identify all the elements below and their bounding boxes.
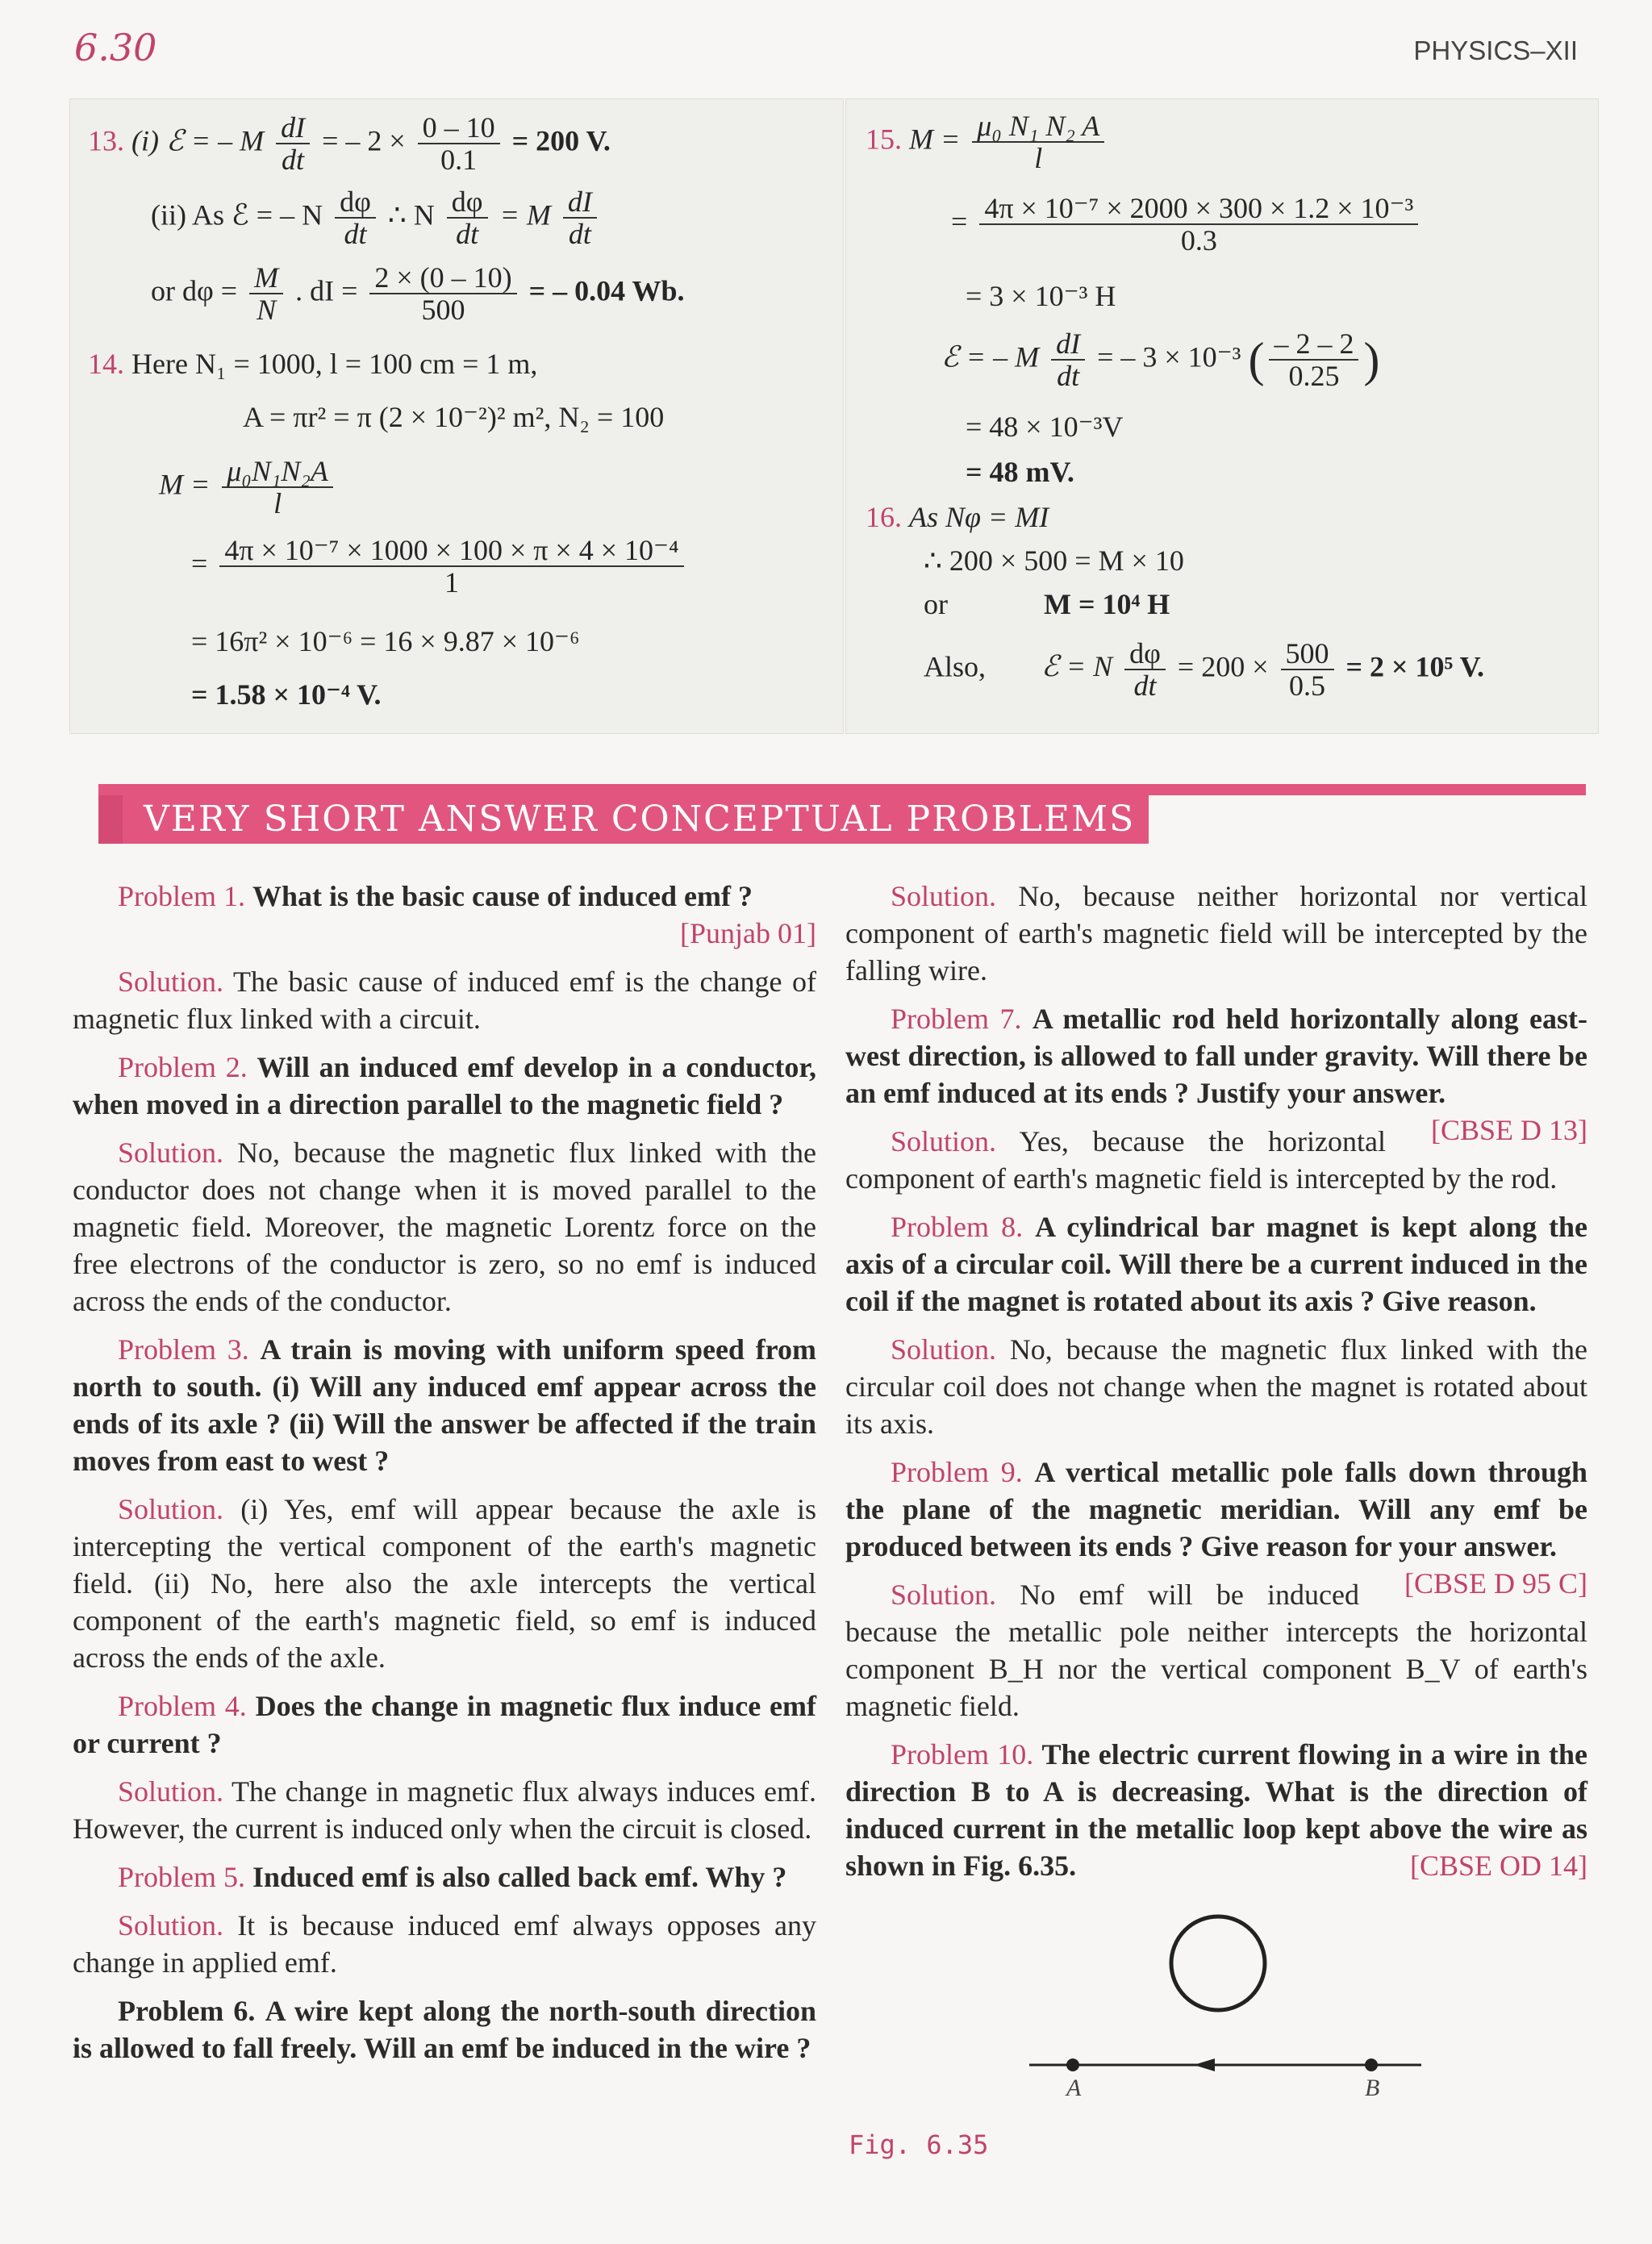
solution-3: Solution. (i) Yes, emf will appear because the axle is intercepting the vertical component of the earth's magnetic field. (ii) No, here also the axle intercepts the vertical component of the earth's magnetic field, so emf is induced across the ends of the axle. [73,1493,817,1674]
problem-5: Problem 5. Induced emf is also called back emf. Why ? [118,1861,787,1893]
answer-14-line-3: M = $\frac{\text{μ₀N₁N₂A}}{l}$ [159,456,338,519]
point-a-dot [1066,2058,1079,2071]
answer-14-line-5: = 16π² × 10⁻⁶ = 16 × 9.87 × 10⁻⁶ [191,625,580,657]
problem-1: Problem 1. What is the basic cause of induced emf ? [Punjab 01] [118,880,816,949]
banner-tab [98,795,123,844]
section-banner [98,784,1586,852]
problem-4: Problem 4. Does the change in magnetic flux induce emf or current ? [73,1690,817,1759]
problem-6: Problem 6. A wire kept along the north-south direction is allowed to fall freely. Will an emf be induced in the wire ? [73,1995,816,2064]
answer-13-line-2: (ii) As ℰ = – N $\frac{d\varphi}{dt}$ ∴ N $\frac{d\varphi}{dt}$ = M $\frac{dI}{dt}$ [151,186,602,249]
problem-10: Problem 10. The electric current flowing in a wire in the direction B to A is decreasing. What is the direction of induced current in the metallic loop kept above the wire as shown in Fig. 6.35. [CBSE OD 14] [845,1738,1588,1882]
problem-9: Problem 9. A vertical metallic pole falls down through the plane of the magnetic meridian. Will any emf be produced between its ends ? Give reason for your answer. [CBSE D 95 C] [845,1456,1587,1600]
answers-box-left [69,98,844,734]
solution-5: Solution. It is because induced emf always opposes any change in applied emf. [73,1909,817,1979]
answer-14-line-4: = $\frac{\text{4π × 10⁻⁷ × 1000 × 100 × π × 4 × 10⁻⁴}}{1}$ [191,535,689,598]
point-a-label: A [1066,2075,1082,2101]
answer-16-line-4: Also, ℰ = N $\frac{d\varphi}{dt}$ = 200 × $\frac{500}{0.5}$ = 2 × 10⁵ V. [924,637,1485,702]
figure-6-35 [1024,1913,1428,2107]
problem-7: Problem 7. A metallic rod held horizontally along east-west direction, is allowed to fall under gravity. Will there be an emf induced at its ends ? Justify your answer. [CBSE D 13] [845,1003,1587,1146]
problems-column-right [845,878,1587,1896]
solution-7: Solution. Yes, because the horizontal component of earth's magnetic field is intercepted by the rod. [845,1125,1558,1195]
answer-15-line-5: = 48 × 10⁻³V [966,411,1124,443]
answer-16-line-3: or M = 10⁴ H [924,588,1170,620]
problems-column-left [73,878,816,2078]
metallic-loop [1171,1917,1265,2010]
problem-2: Problem 2. Will an induced emf develop in a conductor, when moved in a direction parallel to the magnetic field ? [73,1051,817,1120]
answer-15-line-1: 15. M = $\frac{\text{μ₀ N₁ N₂ A}}{l}$ [866,111,1109,173]
solution-4: Solution. The change in magnetic flux always induces emf. However, the current is induced only when the circuit is closed. [73,1775,816,1845]
answer-13-line-1: 13. (i) ℰ = – M $\frac{dI}{dt}$ = – 2 × $\frac{0 - 10}{0.1}$ = 200 V. [88,111,611,176]
figure-caption: Fig. 6.35 [849,2129,989,2160]
answer-14-line-6: = 1.58 × 10⁻⁴ V. [191,678,382,711]
answer-15-line-3: = 3 × 10⁻³ H [966,280,1116,312]
solution-6: Solution. No, because neither horizontal nor vertical component of earth's magnetic field will be intercepted by the falling wire. [845,880,1587,986]
answer-14-line-2: A = πr² = π (2 × 10⁻²)² m², N₂ = 100 [243,401,665,433]
page-number: 6.30 [74,26,157,69]
solution-2: Solution. No, because the magnetic flux linked with the conductor does not change when it is moved parallel to the magnetic field. Moreover, the magnetic Lorentz force on the free electrons of the conductor is zero, so no emf is induced across the ends of the conductor. [73,1137,816,1317]
answer-13-line-3: or dφ = $\frac{M}{N}$ . dI = $\frac{2 \times (0 - 10)}{500}$ = – 0.04 Wb. [151,261,685,326]
answer-14-line-1: 14. Here N₁ = 1000, l = 100 cm = 1 m, [88,348,538,380]
solution-8: Solution. No, because the magnetic flux linked with the circular coil does not change when the magnet is rotated about its axis. [845,1333,1587,1440]
problem-3: Problem 3. A train is moving with uniform speed from north to south. (i) Will any induced emf appear across the ends of its axle ? (ii) Will the answer be affected if the train moves from east to west ? [73,1333,816,1477]
solution-9: Solution. No emf will be induced because the metallic pole neither intercepts the horizontal component B_H nor the vertical component B_V of earth's magnetic field. [845,1579,1587,1722]
banner-rule [98,784,1586,795]
problem-8: Problem 8. A cylindrical bar magnet is kept along the axis of a circular coil. Will there be a current induced in the coil if the magnet is rotated about its axis ? Give reason. [845,1211,1588,1317]
answer-16-line-1: 16. As Nφ = MI [866,501,1049,533]
running-head: PHYSICS–XII [1413,35,1578,65]
answers-box-right [845,98,1599,734]
answer-15-line-4: ℰ = – M $\frac{dI}{dt}$ = – 3 × 10⁻³ ( $\frac{- 2 - 2}{0.25}$ ) [941,327,1380,392]
current-direction-arrow [1194,2058,1215,2071]
point-b-dot [1365,2058,1378,2071]
answer-15-line-2: = $\frac{\text{4π × 10⁻⁷ × 2000 × 300 × 1.2 × 10⁻³}}{0.3}$ [951,193,1423,256]
answer-16-line-2: ∴ 200 × 500 = M × 10 [924,544,1184,577]
point-b-label: B [1365,2075,1380,2101]
solution-1: Solution. The basic cause of induced emf is the change of magnetic flux linked with a circuit. [73,966,817,1035]
section-title: VERY SHORT ANSWER CONCEPTUAL PROBLEMS [123,795,1149,844]
answer-15-line-6: = 48 mV. [966,456,1074,488]
